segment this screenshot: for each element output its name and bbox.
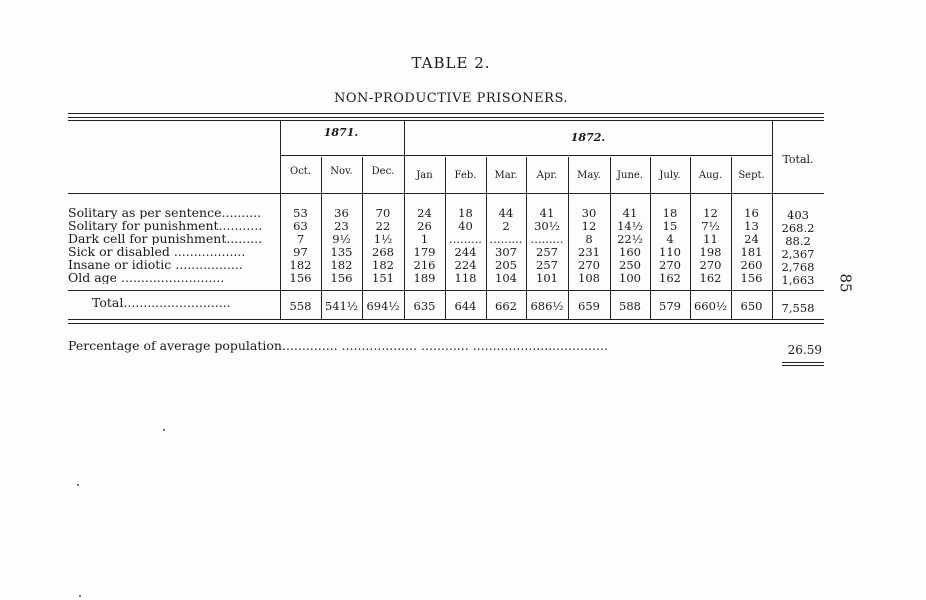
table-cell: 36: [334, 206, 349, 220]
top-rule-2: [68, 117, 824, 118]
table-cell: 100: [619, 271, 641, 285]
month-header: Feb.: [454, 170, 477, 181]
table-cell: 257: [536, 245, 558, 259]
table-cell: 101: [536, 271, 558, 285]
total-cell: 659: [578, 299, 600, 313]
row-total-cell: 1,663: [781, 273, 815, 287]
top-rule-3: [68, 120, 824, 121]
table-cell: 257: [536, 258, 558, 272]
table-cell: 18: [458, 206, 473, 220]
year-1872-header: 1872.: [570, 131, 606, 144]
table-cell: 205: [495, 258, 517, 272]
page-number: 85: [836, 273, 855, 293]
table-cell: 2: [502, 219, 510, 233]
total-cell: 644: [454, 299, 477, 313]
month-header: Nov.: [330, 166, 353, 177]
year-1871-header: 1871.: [323, 126, 359, 139]
table-cell: 30½: [534, 219, 560, 233]
table-cell: 231: [578, 245, 600, 259]
table-cell: 135: [330, 245, 353, 259]
year-header-rule: [280, 155, 772, 156]
table-cell: 53: [293, 206, 308, 220]
top-rule: [68, 113, 824, 114]
row-label: Old age ..........................: [68, 271, 225, 285]
row-total-cell: 88.2: [785, 234, 811, 248]
row-label: Solitary for punishment...........: [68, 219, 263, 233]
table-cell: 18: [662, 206, 678, 220]
table-cell: 110: [659, 245, 681, 259]
table-cell: 104: [495, 271, 517, 285]
percentage-label: Percentage of average population.............. ................... ............ ..................................: [68, 338, 608, 353]
percentage-underline: [782, 362, 824, 363]
table-cell: 216: [413, 258, 436, 272]
month-header: Jan: [416, 170, 433, 181]
table-cell: .........: [530, 232, 564, 246]
table-cell: 270: [659, 258, 681, 272]
table-cell: 41: [622, 206, 638, 220]
month-header: May.: [577, 170, 601, 181]
total-cell: 579: [659, 299, 681, 313]
month-header: Sept.: [738, 170, 765, 181]
month-header: July.: [659, 170, 681, 181]
table-cell: 4: [666, 232, 674, 246]
month-header: Apr.: [536, 170, 558, 181]
table-cell: 40: [458, 219, 473, 233]
total-cell: 588: [619, 299, 641, 313]
table-cell: 7½: [701, 219, 720, 233]
table-cell: 270: [699, 258, 722, 272]
table-cell: 14½: [617, 219, 643, 233]
table-cell: 11: [703, 232, 718, 246]
table-cell: 244: [454, 245, 477, 259]
table-subtitle: NON-PRODUCTIVE PRISONERS.: [333, 91, 569, 106]
total-cell: 660½: [693, 299, 728, 313]
table-cell: 24: [417, 206, 432, 220]
table-cell: 97: [293, 245, 308, 259]
table-cell: 156: [289, 271, 312, 285]
row-total-cell: 403: [787, 208, 809, 222]
print-speck: [77, 484, 79, 486]
row-label: Insane or idiotic .................: [68, 258, 243, 272]
table-cell: 41: [539, 206, 555, 220]
table-cell: .........: [449, 232, 482, 246]
header-bottom-rule: [68, 193, 824, 194]
print-speck: [79, 595, 81, 597]
table-cell: 162: [699, 271, 722, 285]
month-header: Aug.: [698, 170, 723, 181]
month-header: June.: [617, 170, 643, 181]
table-cell: 1: [420, 232, 429, 246]
month-header: Oct.: [290, 166, 311, 177]
percentage-value: 26.59: [787, 343, 822, 357]
table-cell: 26: [417, 219, 432, 233]
table-cell: .........: [489, 232, 523, 246]
total-cell: 558: [289, 299, 312, 313]
row-label: Dark cell for punishment.........: [68, 232, 263, 246]
table-cell: 118: [454, 271, 477, 285]
table-cell: 8: [585, 232, 593, 246]
table-cell: 24: [744, 232, 759, 246]
table-cell: 270: [578, 258, 600, 272]
table-cell: 12: [581, 219, 597, 233]
row-total-cell: 268.2: [781, 221, 815, 235]
row-total-cell: 2,768: [781, 260, 815, 274]
table-cell: 15: [662, 219, 678, 233]
month-header: Mar.: [494, 170, 518, 181]
table-title: TABLE 2.: [411, 54, 491, 72]
bottom-rule: [68, 319, 824, 320]
table-cell: 12: [703, 206, 718, 220]
table-cell: 307: [495, 245, 517, 259]
table-cell: 16: [744, 206, 759, 220]
total-cell: 635: [413, 299, 436, 313]
table-cell: 156: [740, 271, 763, 285]
table-cell: 13: [744, 219, 759, 233]
table-cell: 182: [330, 258, 353, 272]
table-cell: 182: [289, 258, 312, 272]
table-cell: 250: [619, 258, 641, 272]
table-cell: 22½: [617, 232, 643, 246]
total-cell: 686½: [530, 299, 564, 313]
table-cell: 268: [372, 245, 394, 259]
table-cell: 7: [296, 232, 305, 246]
row-label: Sick or disabled ..................: [68, 245, 246, 259]
grand-total-cell: 7,558: [781, 301, 815, 315]
row-total-cell: 2,367: [781, 247, 815, 261]
total-cell: 650: [740, 299, 763, 313]
table-cell: 30: [581, 206, 597, 220]
table-cell: 9½: [332, 232, 351, 246]
total-cell: 694½: [366, 299, 400, 313]
table-cell: 182: [372, 258, 394, 272]
total-cell: 662: [495, 299, 517, 313]
total-row-label: Total...........................: [92, 296, 231, 310]
table-cell: 108: [578, 271, 600, 285]
percentage-underline-2: [782, 365, 824, 366]
table-cell: 63: [293, 219, 308, 233]
table-cell: 181: [740, 245, 763, 259]
table-cell: 44: [498, 206, 514, 220]
table-cell: 189: [413, 271, 436, 285]
print-speck: [163, 429, 165, 431]
bottom-rule-2: [68, 323, 824, 324]
table-cell: 151: [372, 271, 394, 285]
table-cell: 224: [454, 258, 477, 272]
month-header: Dec.: [371, 166, 395, 177]
table-cell: 260: [740, 258, 763, 272]
table-cell: 70: [375, 206, 391, 220]
table-cell: 179: [413, 245, 436, 259]
row-label: Solitary as per sentence..........: [68, 206, 262, 220]
total-cell: 541½: [324, 299, 359, 313]
table-cell: 23: [334, 219, 349, 233]
table-cell: 198: [699, 245, 722, 259]
table-cell: 22: [375, 219, 391, 233]
total-top-rule: [68, 290, 824, 291]
table-cell: 160: [619, 245, 641, 259]
table-cell: 1½: [373, 232, 393, 246]
table-cell: 156: [330, 271, 353, 285]
total-column-header: Total.: [782, 153, 814, 166]
table-cell: 162: [659, 271, 681, 285]
